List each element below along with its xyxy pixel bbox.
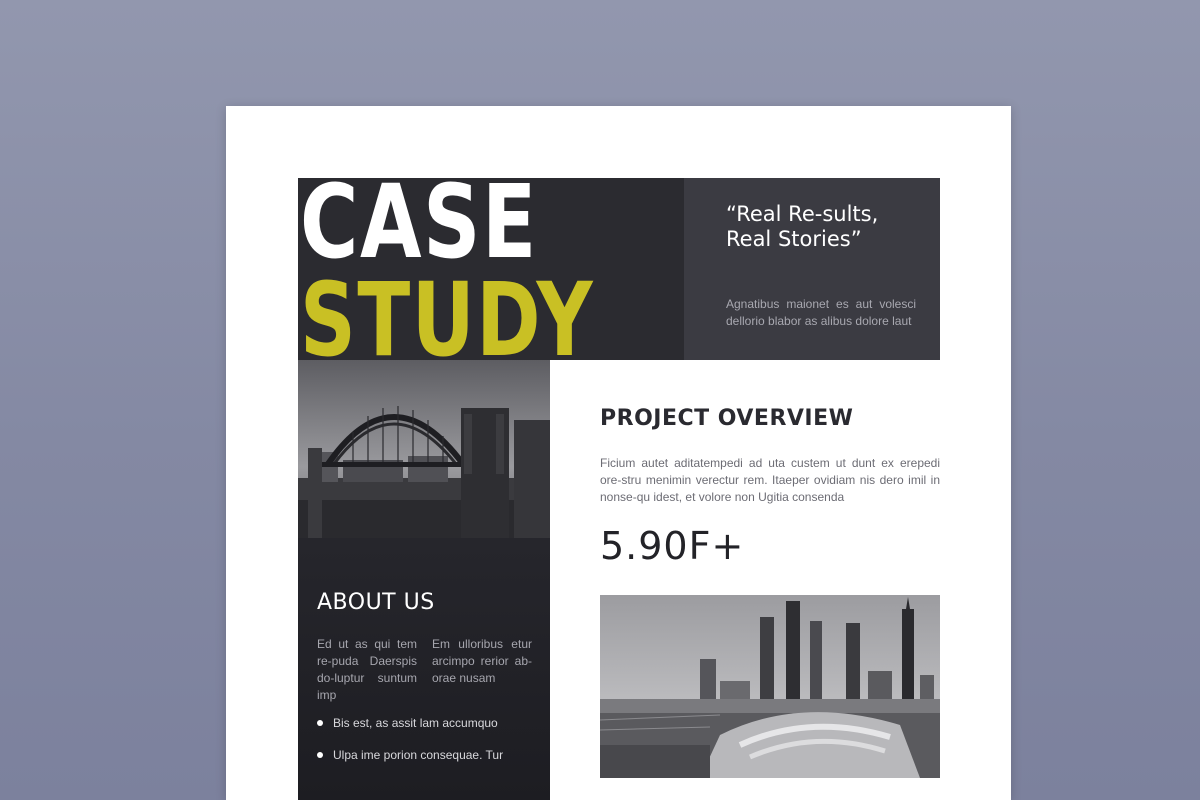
flyer-page: [226, 106, 1011, 800]
hero-quote-panel: [684, 178, 940, 360]
hero-banner: [298, 178, 940, 360]
overview-title: PROJECT OVERVIEW: [600, 406, 854, 431]
about-text-col2: Em ulloribus etur arcimpo rerior ab-orae nusam: [432, 637, 532, 685]
overview-text: Ficium autet aditatempedi ad uta custem ut dunt ex erepedi ore-stru menimin verectur rem. Itaeper ovidiam nis dero imil in nonse-qu idest, et volore non Ugitia consenda: [600, 456, 940, 504]
title-study: STUDY: [300, 261, 595, 360]
bullet-text: Ulpa ime porion consequae. Tur: [333, 748, 504, 762]
about-panel: [298, 538, 550, 800]
hero-quote: “Real Re-sults, Real Stories”: [726, 202, 879, 251]
bullet-dot-icon: [317, 752, 323, 758]
bridge-photo: [298, 360, 550, 538]
bullet-item: [317, 748, 503, 762]
about-title: ABOUT US: [317, 590, 435, 615]
city-photo: [600, 595, 940, 778]
hero-quote-subtext: Agnatibus maionet es aut volesci dellorio blabor as alibus dolore laut: [726, 297, 916, 328]
overview-stat: 5.90F+: [600, 524, 745, 568]
bullet-text: Bis est, as assit lam accumquo: [333, 716, 498, 730]
bullet-item: [317, 716, 498, 730]
title-case: CASE: [300, 178, 538, 282]
bullet-dot-icon: [317, 720, 323, 726]
about-text-col1: Ed ut as qui tem re-puda Daerspis do-luptur suntum imp: [317, 637, 417, 702]
